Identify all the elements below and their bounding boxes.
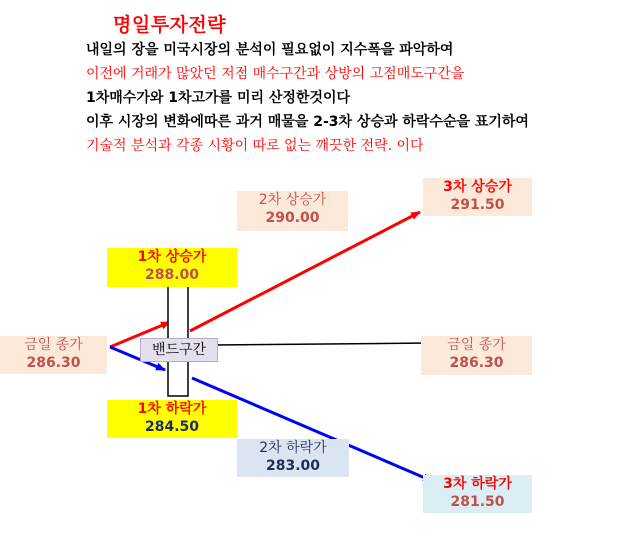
close-left-label: 금일 종가 [24,337,83,353]
close-line [212,343,430,345]
close-right-box [421,336,532,375]
fall1-box [107,400,237,438]
fall1-value: 284.50 [144,419,200,435]
description-line-5: 기술적 분석과 각종 시황이 따로 없는 깨끗한 전략. 이다 [86,138,424,154]
close-left-value: 286.30 [26,355,81,371]
description-line-4: 이후 시장의 변화에따른 과거 매물을 2-3차 상승과 하락수순을 표기하여 [86,114,529,130]
fall3-label: 3차 하락가 [443,476,512,492]
fall2-value: 283.00 [265,458,321,474]
band-label: 밴드구간 [151,342,207,358]
fall3-value: 281.50 [450,494,505,510]
fall3-box [423,475,532,513]
description-line-3: 1차매수가와 1차고가를 미리 산정한것이다 [86,90,351,106]
description-line-2: 이전에 거래가 많았던 저점 매수구간과 상방의 고점매도구간을 [86,66,465,82]
rise2-label: 2차 상승가 [258,192,327,208]
rise2-box [237,191,348,231]
rise1-box [107,248,237,287]
rise3-value: 291.50 [450,197,505,213]
rise3-box [423,178,532,216]
close-right-value: 286.30 [449,355,504,371]
description-line-1: 내일의 장을 미국시장의 분석이 필요없이 지수폭을 파악하여 [86,42,454,58]
rise3-label: 3차 상승가 [443,179,512,195]
band-box [140,338,218,362]
rise2-value: 290.00 [265,210,320,226]
rise1-value: 288.00 [144,267,200,283]
close-left-box [0,336,107,374]
fall2-box [237,439,349,477]
rise1-label: 1차 상승가 [137,249,207,265]
fall2-label: 2차 하락가 [259,440,327,456]
page-title: 명일투자전략 [113,14,227,36]
fall1-label: 1차 하락가 [137,401,207,417]
close-right-label: 금일 종가 [447,337,506,353]
